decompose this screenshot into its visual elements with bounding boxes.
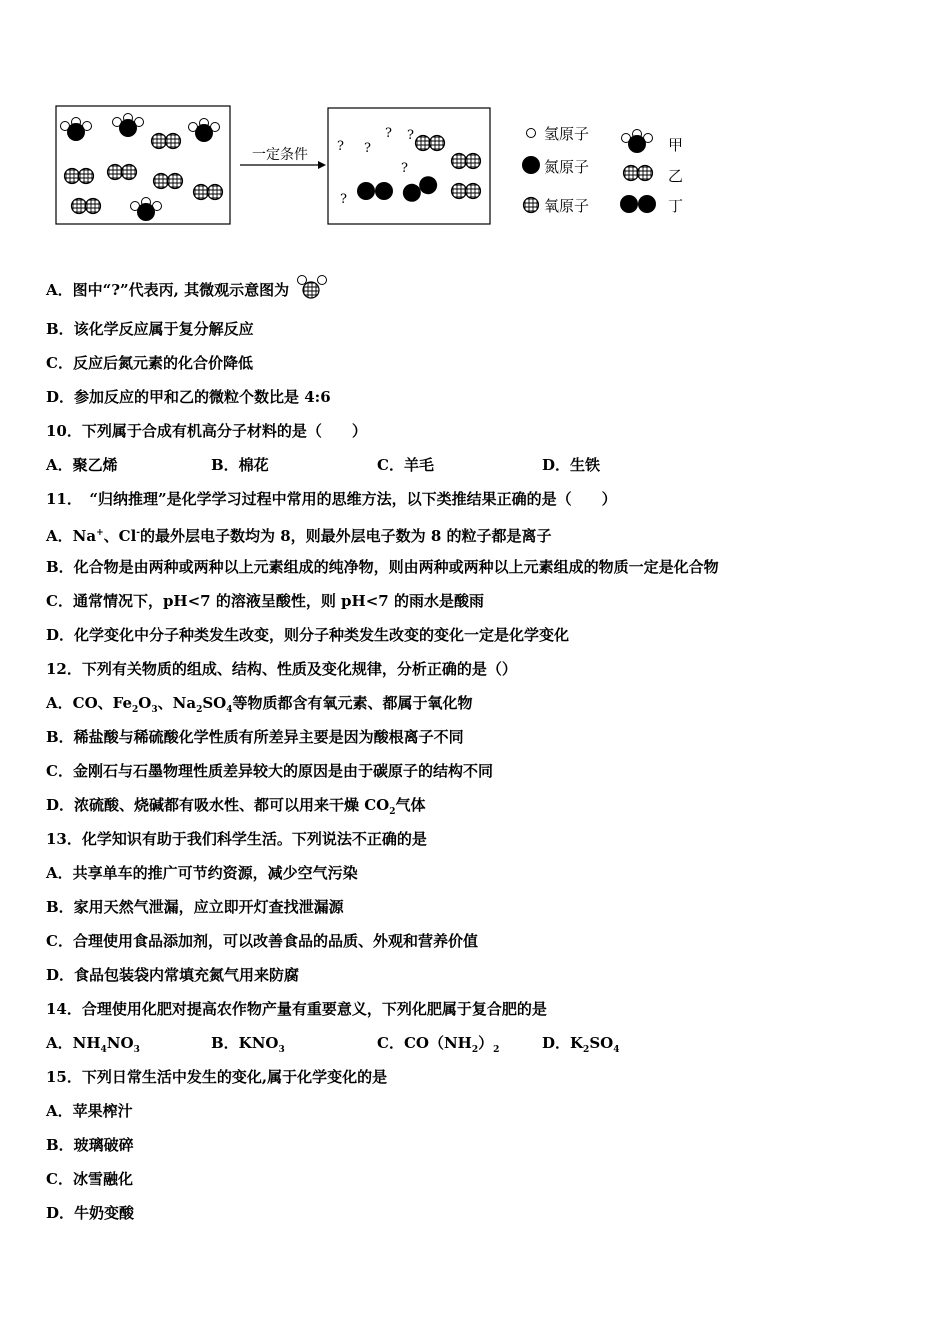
bing-molecule-icon: [294, 273, 332, 303]
molecule-yi: [72, 199, 101, 214]
reaction-diagram: [0, 0, 950, 240]
q14-c-part: C．CO（NH: [377, 1034, 472, 1052]
q11-a-part: 的最外层电子数均为 8，则最外层电子数为 8 的粒子都是离子: [140, 527, 552, 545]
q14-d-sub: 4: [613, 1045, 620, 1055]
legend-jia: 甲: [668, 136, 684, 154]
q10-stem: 10．下列属于合成有机高分子材料的是（ ）: [46, 422, 367, 440]
q10-option-b: B．棉花: [211, 456, 269, 474]
q14-a-part: A．NH: [46, 1034, 101, 1052]
q12-a-sub: 2: [132, 705, 139, 715]
q11-a-part: 、Cl: [103, 527, 137, 545]
molecule-yi: [452, 154, 481, 169]
molecule-ding: [357, 182, 393, 200]
q12-a-sub: 4: [226, 705, 233, 715]
q11-option-b: B．化合物是由两种或两种以上元素组成的纯净物，则由两种或两种以上元素组成的物质一定是化合物: [46, 558, 719, 576]
q14-a-sub: 3: [133, 1045, 140, 1055]
q10-option-d: D．生铁: [542, 456, 601, 474]
q13-option-c: C．合理使用食品添加剂，可以改善食品的品质、外观和营养价值: [46, 932, 478, 950]
legend-hydrogen: 氢原子: [544, 125, 590, 143]
molecule-yi: [108, 165, 137, 180]
q12-stem: 12．下列有关物质的组成、结构、性质及变化规律，分析正确的是（）: [46, 660, 517, 678]
unknown-mark: ?: [407, 128, 414, 143]
q12-option-a: [46, 693, 473, 720]
q14-stem: 14．合理使用化肥对提高农作物产量有重要意义，下列化肥属于复合肥的是: [46, 1000, 547, 1018]
q14-option-a: [46, 1033, 140, 1060]
molecule-yi: [452, 184, 481, 199]
molecule-jia: [61, 118, 92, 142]
q12-d-sub: 2: [389, 807, 396, 817]
molecule-yi: [65, 169, 94, 184]
q9-option-c: C．反应后氮元素的化合价降低: [46, 354, 253, 372]
molecule-yi: [194, 185, 223, 200]
q12-a-part: O: [138, 694, 152, 712]
arrow-label: 一定条件: [252, 147, 308, 163]
legend-ding: 丁: [668, 197, 684, 215]
q9-option-d: D．参加反应的甲和乙的微粒个数比是 4:6: [46, 388, 331, 406]
q12-a-part: 等物质都含有氧元素、都属于氧化物: [232, 694, 473, 712]
q12-a-part: 、Na: [157, 694, 197, 712]
q9-option-b: B．该化学反应属于复分解反应: [46, 320, 254, 338]
q12-option-c: C．金刚石与石墨物理性质差异较大的原因是由于碳原子的结构不同: [46, 762, 493, 780]
molecule-yi: [154, 174, 183, 189]
molecule-yi: [416, 136, 445, 151]
q13-stem: 13．化学知识有助于我们科学生活。下列说法不正确的是: [46, 830, 427, 848]
q12-a-sub: 3: [151, 705, 158, 715]
q11-stem: 11． “归纳推理”是化学学习过程中常用的思维方法，以下类推结果正确的是（ ）: [46, 490, 617, 508]
unknown-mark: ?: [340, 192, 347, 207]
unknown-mark: ?: [385, 126, 392, 141]
unknown-mark: ?: [364, 141, 371, 156]
q9-option-a: [46, 273, 332, 303]
q15-stem: 15．下列日常生活中发生的变化,属于化学变化的是: [46, 1068, 388, 1086]
q9-option-a-text: A．图中“?”代表丙, 其微观示意图为: [46, 281, 290, 299]
q14-d-sub: 2: [583, 1045, 590, 1055]
q14-options: [46, 1033, 666, 1053]
products-box: [328, 108, 490, 224]
q14-a-sub: 4: [100, 1045, 107, 1055]
q12-d-part: 气体: [395, 796, 426, 814]
legend-yi: 乙: [668, 167, 684, 185]
q10-option-c: C．羊毛: [377, 456, 434, 474]
unknown-mark: ?: [401, 161, 408, 176]
q14-c-sub: 2: [471, 1045, 479, 1055]
q13-option-d: D．食品包装袋内常填充氮气用来防腐: [46, 966, 300, 984]
q11-option-d: D．化学变化中分子种类发生改变，则分子种类发生改变的变化一定是化学变化: [46, 626, 570, 644]
q15-option-d: D．牛奶变酸: [46, 1204, 135, 1222]
q14-c-part: ）: [478, 1034, 494, 1052]
q12-a-part: SO: [202, 694, 227, 712]
q10-option-a: A．聚乙烯: [46, 456, 118, 474]
q14-option-b: [211, 1033, 285, 1060]
legend-nitrogen: 氮原子: [544, 158, 590, 176]
q11-a-part: A．Na: [46, 527, 97, 545]
q13-option-a: A．共享单车的推广可节约资源，减少空气污染: [46, 864, 358, 882]
q10-options: [46, 455, 666, 475]
q14-option-d: [542, 1033, 619, 1060]
molecule-ding: [400, 173, 440, 205]
q12-option-b: B．稀盐酸与稀硫酸化学性质有所差异主要是因为酸根离子不同: [46, 728, 464, 746]
q14-a-part: NO: [106, 1034, 134, 1052]
q15-option-a: A．苹果榨汁: [46, 1102, 133, 1120]
q13-option-b: B．家用天然气泄漏，应立即开灯查找泄漏源: [46, 898, 344, 916]
q11-a-sup: -: [136, 528, 141, 538]
q12-a-sub: 2: [196, 705, 203, 715]
q15-option-b: B．玻璃破碎: [46, 1136, 134, 1154]
molecule-jia: [189, 119, 220, 143]
q14-b-sub: 3: [278, 1045, 285, 1055]
molecule-yi: [152, 134, 181, 149]
q14-option-c: [377, 1033, 499, 1060]
q12-a-part: A．CO、Fe: [46, 694, 133, 712]
q11-a-sup: +: [96, 528, 104, 538]
legend-oxygen: 氧原子: [544, 197, 590, 215]
q12-d-part: D．浓硫酸、烧碱都有吸水性、都可以用来干燥 CO: [46, 796, 390, 814]
q14-c-sub: 2: [493, 1045, 500, 1055]
q12-option-d: [46, 795, 426, 822]
q14-d-part: SO: [589, 1034, 614, 1052]
q15-option-c: C．冰雪融化: [46, 1170, 133, 1188]
molecule-jia: [131, 198, 162, 222]
molecule-jia: [113, 114, 144, 138]
q14-d-part: D．K: [542, 1034, 584, 1052]
unknown-mark: ?: [337, 139, 344, 154]
q11-option-a: [46, 523, 552, 546]
q11-option-c: C．通常情况下，pH<7 的溶液呈酸性，则 pH<7 的雨水是酸雨: [46, 592, 484, 610]
q14-b-part: B．KNO: [211, 1034, 279, 1052]
